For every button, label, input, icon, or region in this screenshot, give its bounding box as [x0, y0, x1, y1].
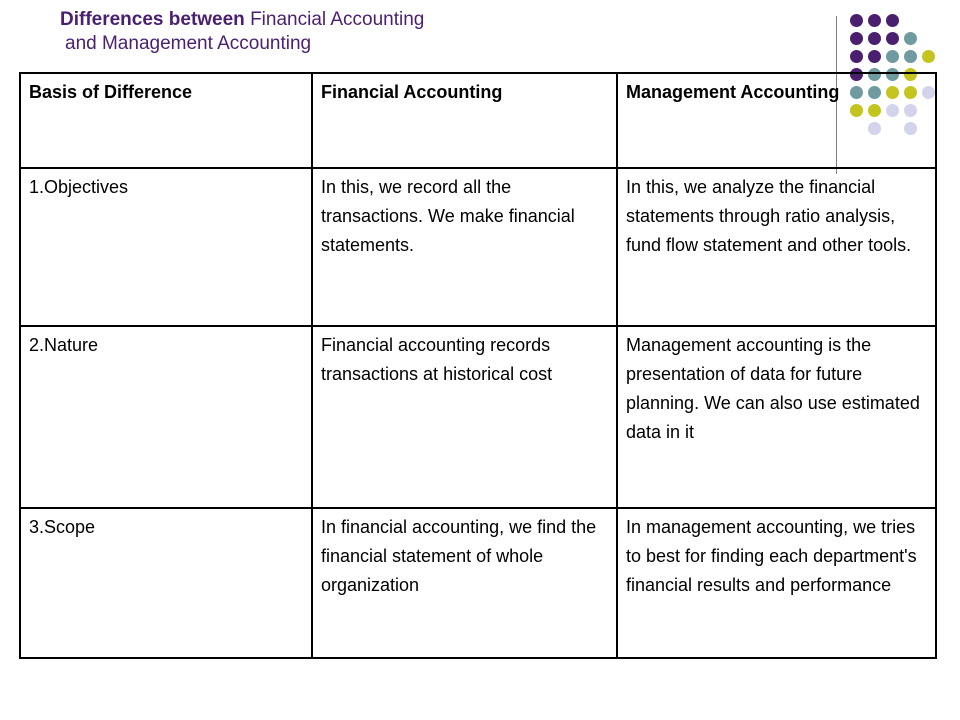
decorative-dot [922, 50, 935, 63]
title-line-2: and Management Accounting [65, 33, 312, 54]
table-row [20, 508, 936, 658]
header-financial: Financial Accounting [312, 73, 617, 168]
decorative-dot [850, 50, 863, 63]
table-header-row [20, 73, 936, 168]
table-row [20, 168, 936, 326]
row-financial-cell: In financial accounting, we find the financial statement of whole organization [312, 508, 617, 658]
decorative-dot [868, 14, 881, 27]
title-rest-text: Financial Accounting [244, 9, 425, 30]
decorative-dot [886, 14, 899, 27]
decorative-dot [886, 32, 899, 45]
table-row [20, 326, 936, 508]
title-line-1 [60, 8, 424, 32]
decorative-dot [868, 50, 881, 63]
decorative-dot [868, 32, 881, 45]
header-management: Management Accounting [617, 73, 936, 168]
decorative-dot [904, 50, 917, 63]
decorative-dot [904, 32, 917, 45]
comparison-table [19, 72, 937, 659]
decorative-dot [850, 32, 863, 45]
row-basis-cell: 2.Nature [20, 326, 312, 508]
row-financial-cell: In this, we record all the transactions. We make financial statements. [312, 168, 617, 326]
row-management-cell: Management accounting is the presentation of data for future planning. We can also use estimated data in it [617, 326, 936, 508]
decorative-dot [886, 50, 899, 63]
row-management-cell: In management accounting, we tries to best for finding each department's financial results and performance [617, 508, 936, 658]
row-basis-cell: 1.Objectives [20, 168, 312, 326]
header-basis: Basis of Difference [20, 73, 312, 168]
title-bold-text: Differences between [60, 9, 245, 30]
row-financial-cell: Financial accounting records transactions at historical cost [312, 326, 617, 508]
row-management-cell: In this, we analyze the financial statements through ratio analysis, fund flow statement and other tools. [617, 168, 936, 326]
decorative-dot [850, 14, 863, 27]
slide-title [60, 8, 424, 56]
row-basis-cell: 3.Scope [20, 508, 312, 658]
